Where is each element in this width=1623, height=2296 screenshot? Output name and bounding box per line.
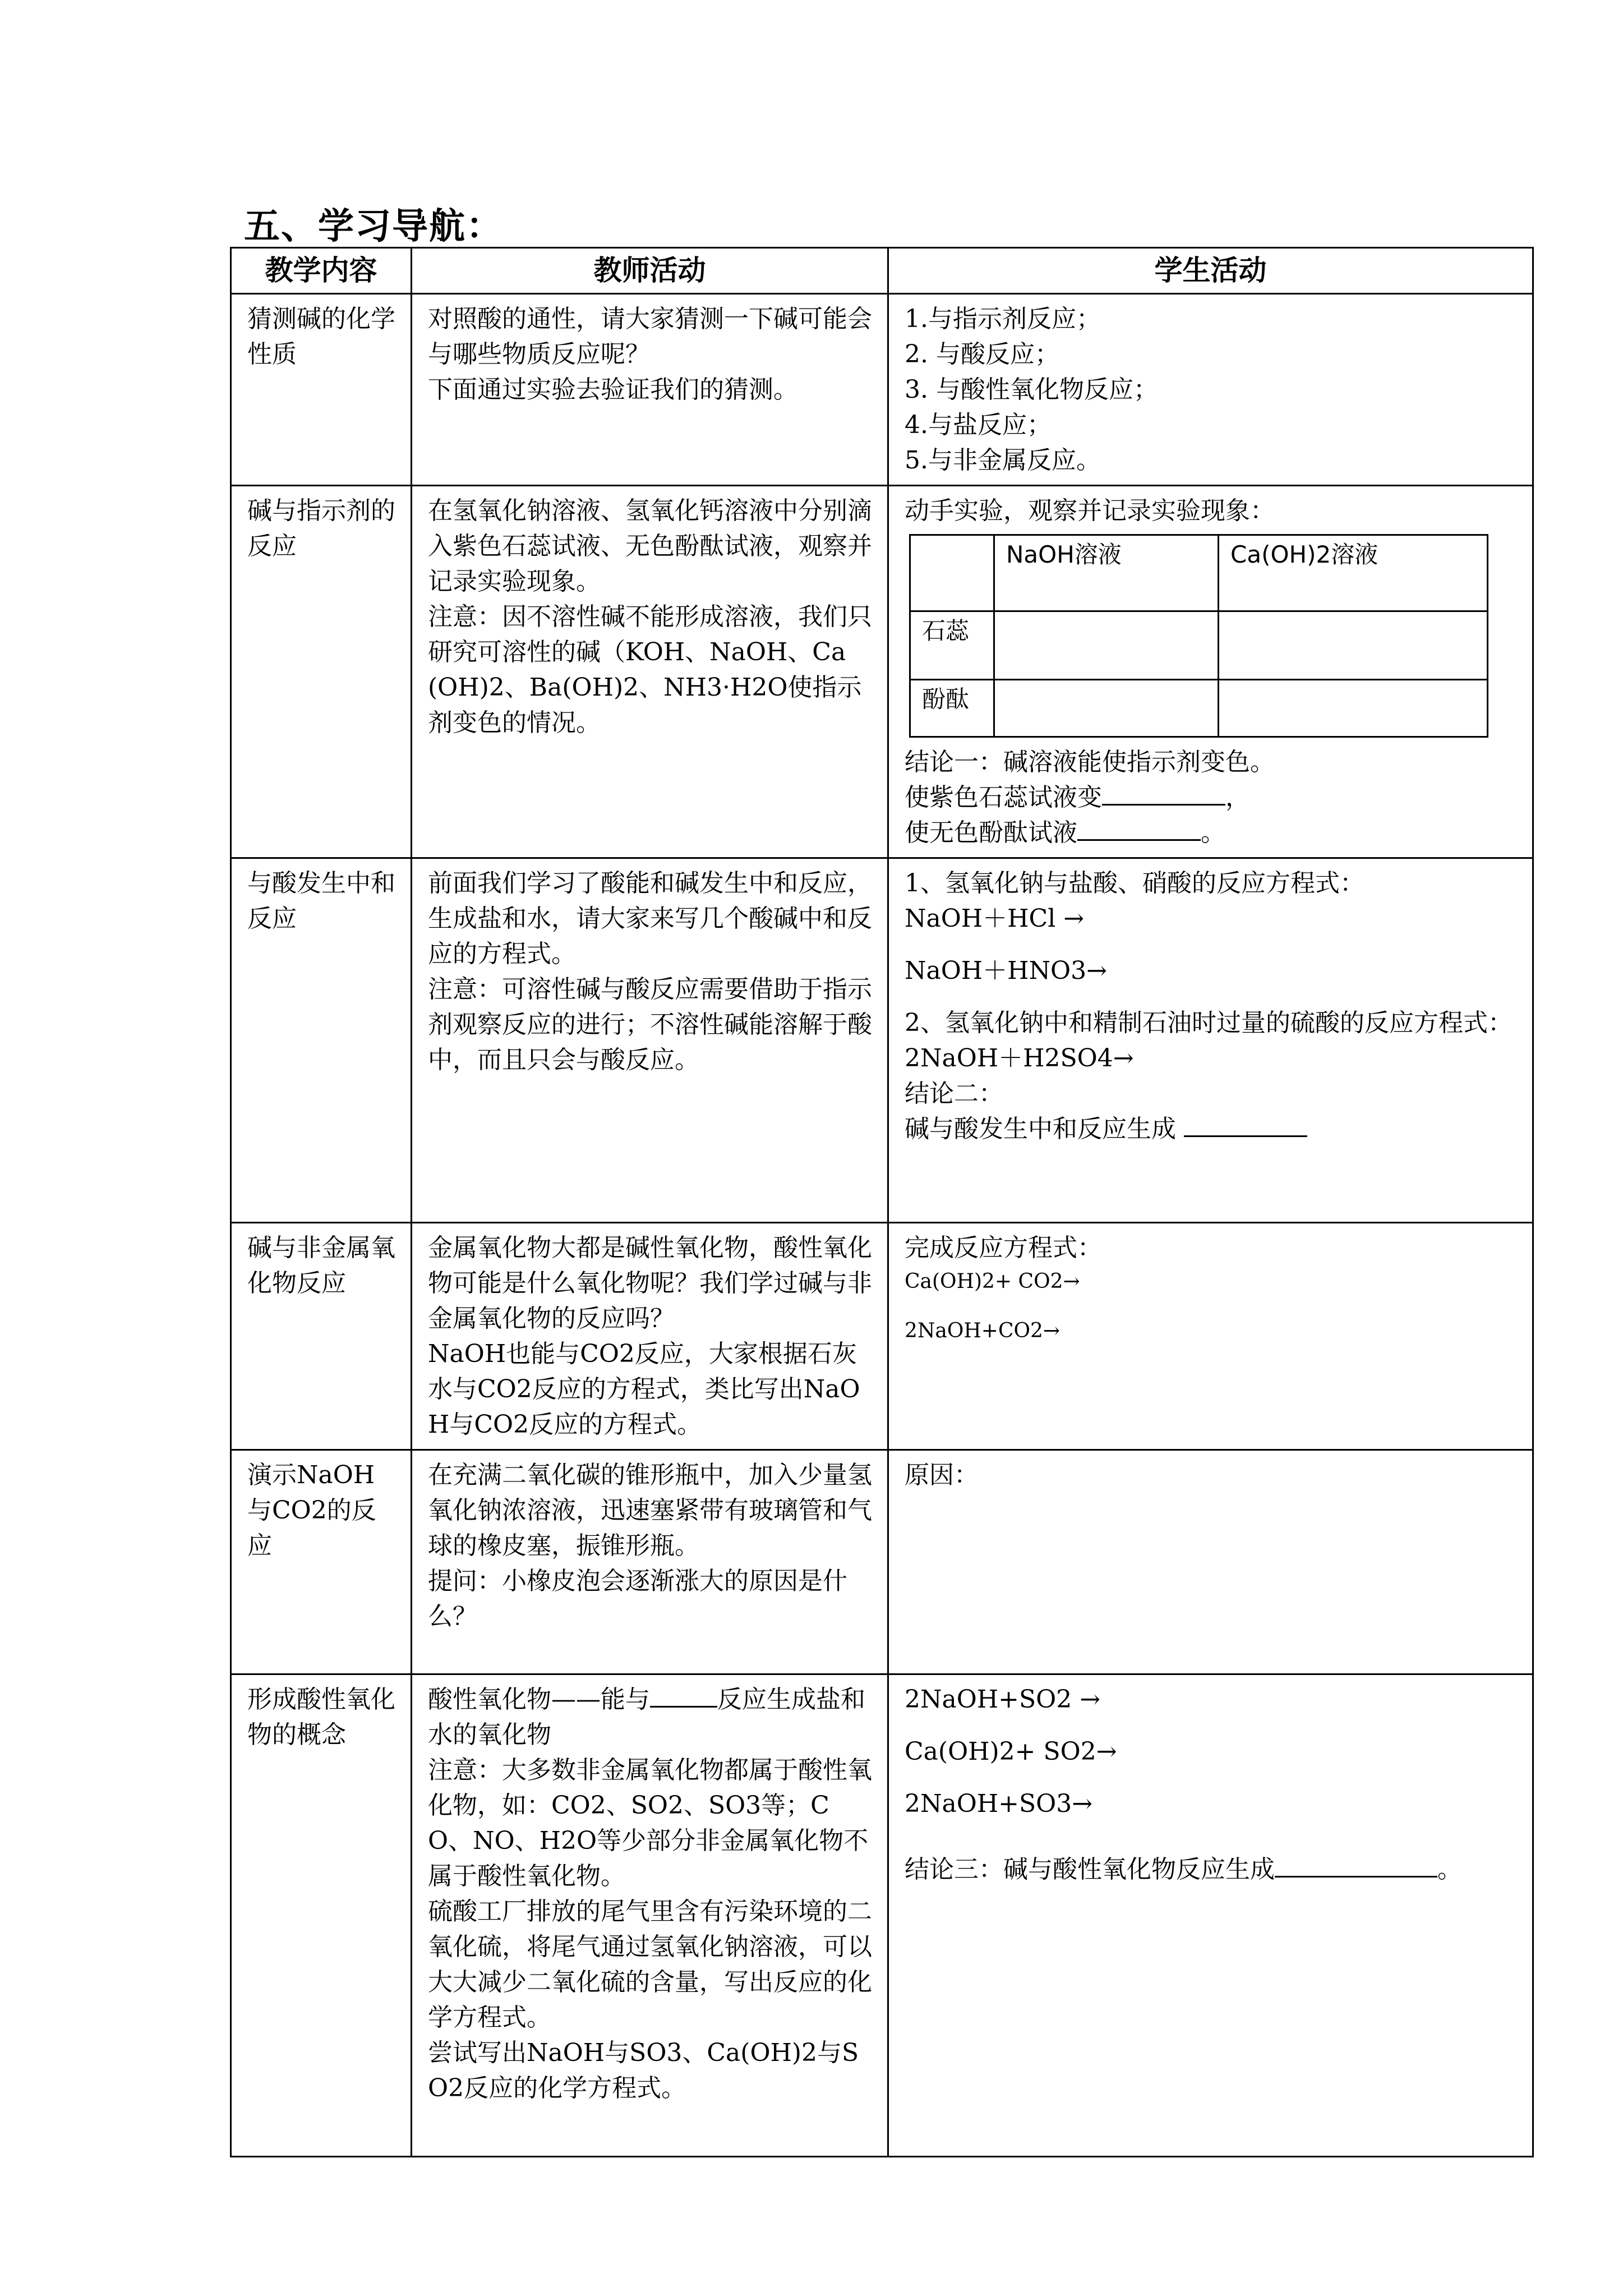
student-text: 2. 与酸反应；: [905, 340, 1059, 369]
conclusion-one: 结论一：碱溶液能使指示剂变色。: [905, 748, 1275, 776]
table-row: [231, 486, 1533, 858]
row-topic: 形成酸性氧化物的概念: [231, 1674, 412, 2157]
header-student: 学生活动: [888, 248, 1533, 294]
student-text: 结论二：: [905, 1079, 1003, 1108]
observation-row-litmus: 石蕊: [910, 611, 994, 680]
answer-blank[interactable]: [1102, 781, 1225, 806]
conclusion-three: 结论三：碱与酸性氧化物反应生成 。: [905, 1852, 1518, 1887]
student-activity: [888, 294, 1533, 486]
teacher-activity: [412, 294, 888, 486]
equation: Ca(OH)2+ SO2→: [905, 1737, 1117, 1766]
student-activity: [888, 1674, 1533, 2157]
row-topic: 猜测碱的化学性质: [231, 294, 412, 486]
teacher-note: 注意：因不溶性碱不能形成溶液，我们只研究可溶性的碱（KOH、NaOH、Ca(OH)2、Ba(OH)2、NH3·H2O使指示剂变色的情况。: [428, 602, 872, 737]
observation-row-phenolphthalein: 酚酞: [910, 680, 994, 737]
equation: 2NaOH+CO2→: [905, 1319, 1061, 1342]
equation: 2NaOH＋H2SO4→: [905, 1044, 1134, 1073]
teacher-note: 注意：可溶性碱与酸反应需要借助于指示剂观察反应的进行；不溶性碱能溶解于酸中，而且只会与酸反应。: [428, 975, 872, 1074]
teacher-text: 在充满二氧化碳的锥形瓶中，加入少量氢氧化钠浓溶液，迅速塞紧带有玻璃管和气球的橡皮塞，振锥形瓶。: [428, 1461, 872, 1560]
fill-line: 使紫色石蕊试液变 ，: [905, 780, 1518, 815]
observation-cell[interactable]: [994, 680, 1219, 737]
teacher-text: 前面我们学习了酸能和碱发生中和反应，生成盐和水，请大家来写几个酸碱中和反应的方程式。: [428, 869, 872, 968]
observation-cell[interactable]: [994, 611, 1219, 680]
teacher-text: 硫酸工厂排放的尾气里含有污染环境的二氧化硫，将尾气通过氢氧化钠溶液，可以大大减少二氧化硫的含量，写出反应的化学方程式。: [428, 1897, 872, 2032]
section-heading: 五、学习导航：: [244, 206, 503, 247]
table-row: [231, 858, 1533, 1223]
teacher-activity: [412, 486, 888, 858]
student-text: 5.与非金属反应。: [905, 446, 1101, 475]
teacher-activity: [412, 1674, 888, 2157]
observation-cell[interactable]: [1219, 680, 1488, 737]
student-activity: [888, 858, 1533, 1223]
row-topic: 碱与非金属氧化物反应: [231, 1223, 412, 1450]
observation-cell[interactable]: [1219, 611, 1488, 680]
equation: Ca(OH)2+ CO2→: [905, 1270, 1080, 1293]
observation-table: [909, 534, 1488, 738]
equation: 2NaOH+SO3→: [905, 1789, 1093, 1818]
header-content: 教学内容: [231, 248, 412, 294]
student-activity: [888, 486, 1533, 858]
teacher-text: 酸性氧化物——能与 反应生成盐和水的氧化物: [428, 1682, 873, 1752]
student-text: 1.与指示剂反应；: [905, 305, 1101, 333]
teacher-activity: [412, 1450, 888, 1674]
observation-col-naoh: NaOH溶液: [994, 535, 1219, 611]
table-row: [231, 1450, 1533, 1674]
student-text: 3. 与酸性氧化物反应；: [905, 375, 1158, 404]
teacher-note: 注意：大多数非金属氧化物都属于酸性氧化物，如：CO2、SO2、SO3等；CO、NO、H2O等少部分非金属氧化物不属于酸性氧化物。: [428, 1756, 872, 1890]
answer-blank[interactable]: [650, 1683, 717, 1708]
teacher-text: NaOH也能与CO2反应，大家根据石灰水与CO2反应的方程式，类比写出NaOH与CO2反应的方程式。: [428, 1340, 860, 1439]
student-text: 4.与盐反应；: [905, 411, 1052, 439]
student-text: 1、氢氧化钠与盐酸、硝酸的反应方程式：: [905, 869, 1364, 898]
equation: NaOH＋HNO3→: [905, 956, 1107, 985]
teacher-text: 金属氧化物大都是碱性氧化物，酸性氧化物可能是什么氧化物呢？我们学过碱与非金属氧化物的反应吗？: [428, 1234, 872, 1333]
observation-col-caoh2: Ca(OH)2溶液: [1219, 535, 1488, 611]
table-header-row: [231, 248, 1533, 294]
table-row: [231, 1223, 1533, 1450]
teacher-text: 在氢氧化钠溶液、氢氧化钙溶液中分别滴入紫色石蕊试液、无色酚酞试液，观察并记录实验现象。: [428, 496, 872, 596]
fill-line: 碱与酸发生中和反应生成: [905, 1111, 1518, 1147]
table-row: [231, 294, 1533, 486]
table-row: [231, 1674, 1533, 2157]
answer-blank[interactable]: [1077, 817, 1201, 841]
teacher-text: 尝试写出NaOH与SO3、Ca(OH)2与SO2反应的化学方程式。: [428, 2039, 859, 2102]
student-text: 动手实验，观察并记录实验现象：: [905, 496, 1275, 525]
observation-corner: [910, 535, 994, 611]
student-text: 原因：: [905, 1461, 979, 1489]
learning-guide-table: [230, 247, 1534, 2157]
answer-blank[interactable]: [1275, 1853, 1437, 1878]
answer-blank[interactable]: [1184, 1113, 1307, 1137]
header-teacher: 教师活动: [412, 248, 888, 294]
student-activity: [888, 1223, 1533, 1450]
student-text: 完成反应方程式：: [905, 1234, 1102, 1262]
teacher-text: 对照酸的通性，请大家猜测一下碱可能会与哪些物质反应呢？: [428, 305, 872, 369]
equation: NaOH＋HCl →: [905, 904, 1085, 933]
teacher-activity: [412, 1223, 888, 1450]
teacher-question: 提问：小橡皮泡会逐渐涨大的原因是什么？: [428, 1567, 847, 1631]
row-topic: 与酸发生中和反应: [231, 858, 412, 1223]
student-activity: [888, 1450, 1533, 1674]
equation: 2NaOH+SO2 →: [905, 1685, 1101, 1714]
teacher-activity: [412, 858, 888, 1223]
fill-line: 使无色酚酞试液 。: [905, 815, 1518, 850]
student-text: 2、氢氧化钠中和精制石油时过量的硫酸的反应方程式：: [905, 1009, 1513, 1037]
row-topic: 碱与指示剂的反应: [231, 486, 412, 858]
row-topic: 演示NaOH与CO2的反应: [231, 1450, 412, 1674]
teacher-text: 下面通过实验去验证我们的猜测。: [428, 375, 798, 404]
